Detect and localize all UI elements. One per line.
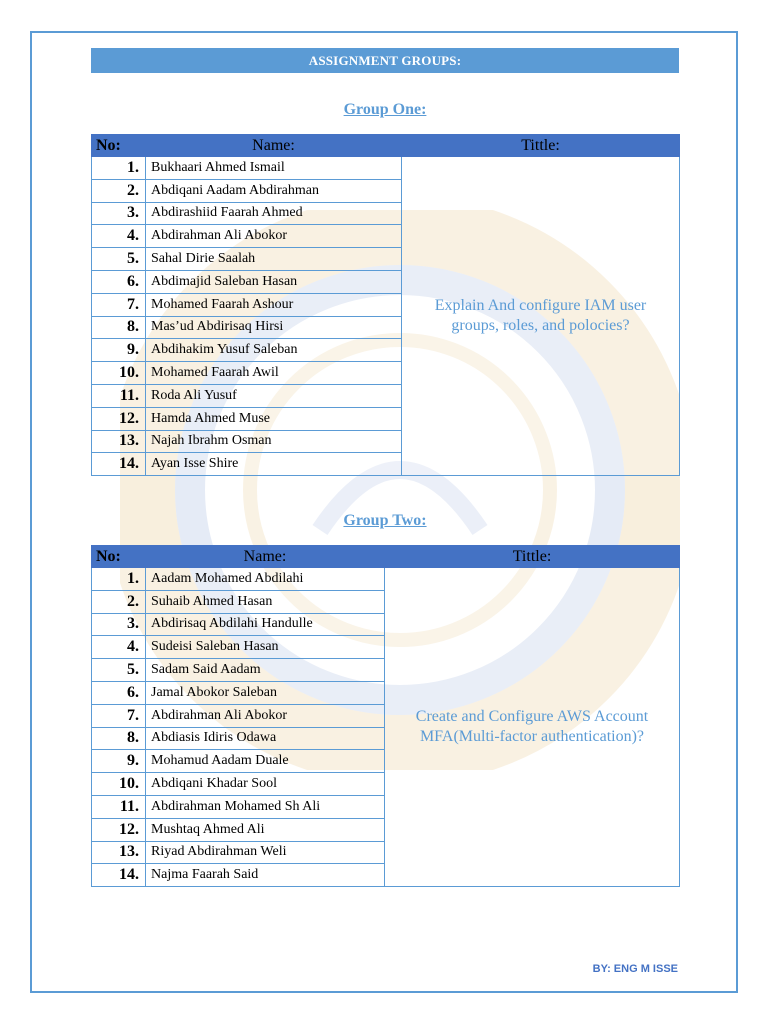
member-name: Jamal Abokor Saleban [146, 681, 385, 704]
group-two-heading: Group Two: [343, 512, 427, 529]
member-name: Bukhaari Ahmed Ismail [146, 157, 402, 180]
member-number: 6. [92, 270, 146, 293]
member-name: Abdirahman Ali Abokor [146, 225, 402, 248]
column-header-name: Name: [146, 135, 402, 157]
member-name: Aadam Mohamed Abdilahi [146, 568, 385, 591]
table-row [92, 568, 680, 591]
member-number: 14. [92, 453, 146, 476]
member-number: 4. [92, 636, 146, 659]
member-name: Roda Ali Yusuf [146, 384, 402, 407]
member-number: 13. [92, 841, 146, 864]
assignment-title: Explain And configure IAM user groups, roles, and polocies? [402, 157, 680, 476]
member-number: 6. [92, 681, 146, 704]
member-number: 3. [92, 202, 146, 225]
member-number: 10. [92, 362, 146, 385]
member-number: 10. [92, 773, 146, 796]
member-number: 9. [92, 750, 146, 773]
member-name: Mushtaq Ahmed Ali [146, 818, 385, 841]
member-name: Sahal Dirie Saalah [146, 248, 402, 271]
member-number: 1. [92, 568, 146, 591]
member-number: 11. [92, 795, 146, 818]
member-name: Abdirashiid Faarah Ahmed [146, 202, 402, 225]
column-header-name: Name: [146, 546, 385, 568]
group-one-table [91, 134, 680, 476]
group-two-table [91, 545, 680, 887]
column-header-title: Tittle: [402, 135, 680, 157]
member-name: Abdiqani Aadam Abdirahman [146, 179, 402, 202]
member-name: Suhaib Ahmed Hasan [146, 590, 385, 613]
member-name: Hamda Ahmed Muse [146, 407, 402, 430]
assignment-groups-header: ASSIGNMENT GROUPS: [91, 48, 679, 73]
column-header-title: Tittle: [385, 546, 680, 568]
member-name: Abdihakim Yusuf Saleban [146, 339, 402, 362]
member-name: Sudeisi Saleban Hasan [146, 636, 385, 659]
member-number: 12. [92, 407, 146, 430]
table-row [92, 157, 680, 180]
member-name: Najah Ibrahm Osman [146, 430, 402, 453]
author-footer: BY: ENG M ISSE [592, 963, 678, 975]
member-number: 13. [92, 430, 146, 453]
member-name: Mohamud Aadam Duale [146, 750, 385, 773]
member-number: 8. [92, 316, 146, 339]
member-number: 7. [92, 293, 146, 316]
column-header-no: No: [92, 135, 146, 157]
member-number: 4. [92, 225, 146, 248]
member-name: Abdirahman Ali Abokor [146, 704, 385, 727]
member-name: Abdirisaq Abdilahi Handulle [146, 613, 385, 636]
member-number: 2. [92, 179, 146, 202]
member-name: Ayan Isse Shire [146, 453, 402, 476]
member-name: Mohamed Faarah Ashour [146, 293, 402, 316]
member-number: 12. [92, 818, 146, 841]
member-name: Mohamed Faarah Awil [146, 362, 402, 385]
member-name: Najma Faarah Said [146, 864, 385, 887]
member-number: 7. [92, 704, 146, 727]
member-name: Sadam Said Aadam [146, 659, 385, 682]
member-number: 8. [92, 727, 146, 750]
member-name: Abdiasis Idiris Odawa [146, 727, 385, 750]
member-number: 11. [92, 384, 146, 407]
member-number: 5. [92, 659, 146, 682]
member-name: Abdimajid Saleban Hasan [146, 270, 402, 293]
member-number: 1. [92, 157, 146, 180]
group-one-heading: Group One: [343, 101, 427, 118]
table-header-row [92, 546, 680, 568]
member-name: Riyad Abdirahman Weli [146, 841, 385, 864]
member-name: Abdiqani Khadar Sool [146, 773, 385, 796]
member-name: Mas’ud Abdirisaq Hirsi [146, 316, 402, 339]
member-number: 3. [92, 613, 146, 636]
assignment-title: Create and Configure AWS Account MFA(Multi-factor authentication)? [385, 568, 680, 887]
member-number: 9. [92, 339, 146, 362]
member-number: 2. [92, 590, 146, 613]
member-number: 14. [92, 864, 146, 887]
member-number: 5. [92, 248, 146, 271]
table-header-row [92, 135, 680, 157]
column-header-no: No: [92, 546, 146, 568]
member-name: Abdirahman Mohamed Sh Ali [146, 795, 385, 818]
